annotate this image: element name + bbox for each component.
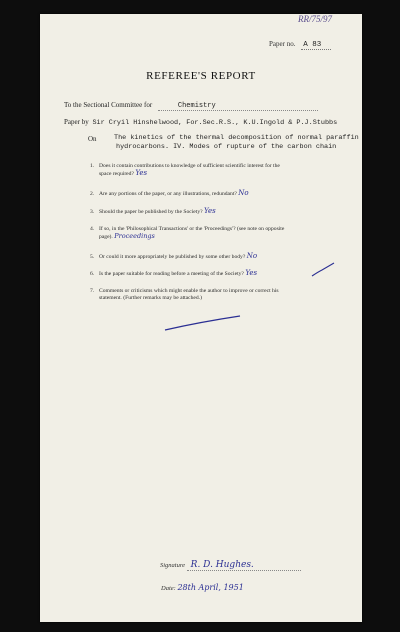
question-text: Comments or criticisms which might enable the author to improve or correct his <box>99 288 279 294</box>
on-value-line-1: The kinetics of the thermal decomposition of normal paraffin <box>114 134 359 142</box>
signature-row <box>160 560 301 571</box>
question-number: 2. <box>90 191 95 197</box>
paper-number-value: A 83 <box>301 41 331 50</box>
question-number: 4. <box>90 226 95 232</box>
question-number: 5. <box>90 254 95 260</box>
question-text: Is the paper suitable for reading before a meeting of the Society? <box>99 271 244 277</box>
check-mark-icon <box>312 263 334 276</box>
question-text: Are any portions of the paper, or any illustrations, redundant? <box>99 191 237 197</box>
paper-number-label: Paper no. <box>269 40 296 48</box>
date-row: Date: 28th April, 1951 <box>161 583 244 592</box>
paper-by-value: Sir Cryil Hinshelwood, For.Sec.R.S., K.U.Ingold & P.J.Stubbs <box>92 119 338 127</box>
answer-handwritten: No <box>238 189 249 197</box>
question-text: Or could it more appropriately be published by some other body? <box>99 254 246 260</box>
signature-value: R. D. Hughes. <box>187 560 301 571</box>
answer-handwritten: Yes <box>135 169 148 178</box>
page-title: REFEREE'S REPORT <box>146 70 256 82</box>
answer-handwritten: Proceedings <box>114 232 155 241</box>
signature-label: Signature <box>160 562 186 569</box>
on-label: On <box>88 135 97 143</box>
question-text: If so, in the 'Philosophical Transactions' or the 'Proceedings'? (see note on opposite <box>99 226 285 232</box>
answer-handwritten: No <box>246 252 258 260</box>
question-text: Does it contain contributions to knowledge of sufficient scientific interest for the <box>99 163 280 169</box>
committee-value: Chemistry <box>158 102 318 111</box>
date-value: 28th April, 1951 <box>177 583 244 592</box>
question-text-continued: statement. (Further remarks may be attached.) <box>99 295 202 302</box>
question-text-continued: space required? <box>99 171 134 178</box>
question-number: 7. <box>90 288 95 294</box>
reference-number: RR/75/97 <box>298 14 332 24</box>
question-text: Should the paper be published by the Society? <box>99 209 203 215</box>
paper-by-label: Paper by <box>64 118 89 126</box>
answer-handwritten: Yes <box>245 269 258 277</box>
committee-label: To the Sectional Committee for <box>64 101 153 109</box>
question-number: 3. <box>90 209 95 215</box>
question-number: 1. <box>90 163 95 169</box>
on-value-line-2: hydrocarbons. IV. Modes of rupture of the carbon chain <box>116 143 337 151</box>
pen-stroke-line <box>165 316 240 330</box>
date-label: Date <box>161 585 174 592</box>
question-number: 6. <box>90 271 95 277</box>
question-text-continued: page). <box>99 234 113 241</box>
answer-handwritten: Yes <box>204 207 216 215</box>
